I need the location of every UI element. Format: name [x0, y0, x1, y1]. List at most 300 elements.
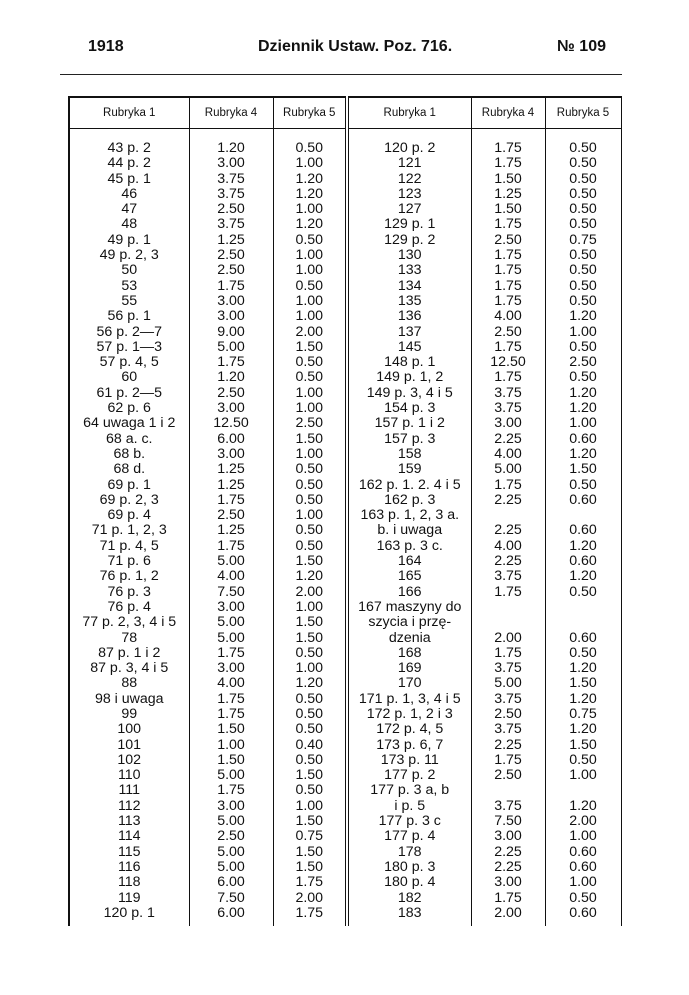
- table-cell: 9.00: [189, 325, 273, 340]
- table-cell: 45 p. 1: [69, 172, 189, 187]
- table-cell: 0.75: [545, 707, 621, 722]
- table-row: [69, 631, 621, 646]
- table-cell: 2.50: [471, 233, 545, 248]
- table-cell: 149 p. 3, 4 i 5: [347, 386, 471, 401]
- table-row: [69, 432, 621, 447]
- table-cell: 1.20: [189, 141, 273, 156]
- table-row: [69, 753, 621, 768]
- table-cell: 0.60: [545, 906, 621, 926]
- table-cell: 1.75: [471, 217, 545, 232]
- table-row: [69, 539, 621, 554]
- table-cell: 1.50: [273, 615, 347, 630]
- table-cell: 1.75: [471, 646, 545, 661]
- table-cell: 1.20: [545, 661, 621, 676]
- table-row: [69, 202, 621, 217]
- table-cell: 183: [347, 906, 471, 926]
- table-row: [69, 799, 621, 814]
- table-cell: 1.00: [273, 202, 347, 217]
- table-row: [69, 860, 621, 875]
- table-cell: 5.00: [189, 615, 273, 630]
- table-cell: 115: [69, 845, 189, 860]
- table-cell: 0.50: [545, 753, 621, 768]
- table-cell: 1.25: [189, 462, 273, 477]
- table-cell: 1.20: [545, 539, 621, 554]
- table-cell: 1.75: [189, 279, 273, 294]
- table-cell: 1.50: [273, 860, 347, 875]
- table-row: [69, 279, 621, 294]
- table-cell: 0.50: [545, 217, 621, 232]
- table-cell: 2.25: [471, 738, 545, 753]
- table-cell: 0.50: [545, 478, 621, 493]
- table-cell: 123: [347, 187, 471, 202]
- table-cell: 5.00: [189, 845, 273, 860]
- table-cell: 1.50: [273, 631, 347, 646]
- table-cell: 1.75: [189, 783, 273, 798]
- column-header: Rubryka 5: [545, 97, 621, 129]
- table-cell: 64 uwaga 1 i 2: [69, 416, 189, 431]
- table-cell: 6.00: [189, 432, 273, 447]
- table-cell: 3.00: [189, 401, 273, 416]
- table-cell: 1.20: [545, 309, 621, 324]
- table-cell: 163 p. 1, 2, 3 a.: [347, 508, 471, 523]
- table-cell: 3.75: [189, 217, 273, 232]
- table-cell: 68 a. c.: [69, 432, 189, 447]
- table-cell: 169: [347, 661, 471, 676]
- table-cell: 0.50: [545, 248, 621, 263]
- table-cell: 145: [347, 340, 471, 355]
- table-cell: 137: [347, 325, 471, 340]
- table-row: [69, 340, 621, 355]
- table-cell: 99: [69, 707, 189, 722]
- table-cell: [471, 615, 545, 630]
- table-cell: 50: [69, 263, 189, 278]
- table-cell: 12.50: [189, 416, 273, 431]
- table-cell: 1.75: [189, 692, 273, 707]
- table-cell: 102: [69, 753, 189, 768]
- table-cell: 127: [347, 202, 471, 217]
- table-cell: 0.50: [273, 692, 347, 707]
- table-cell: [545, 615, 621, 630]
- table-cell: 1.75: [471, 891, 545, 906]
- table-cell: 1.20: [273, 187, 347, 202]
- table-cell: 0.60: [545, 523, 621, 538]
- column-header: Rubryka 1: [347, 97, 471, 129]
- table-cell: 1.75: [189, 355, 273, 370]
- table-cell: i p. 5: [347, 799, 471, 814]
- issue-number: № 109: [557, 38, 606, 55]
- table-cell: 2.50: [189, 202, 273, 217]
- table-cell: 1.20: [273, 569, 347, 584]
- table-row: [69, 217, 621, 232]
- table-cell: 1.75: [471, 753, 545, 768]
- table-cell: 133: [347, 263, 471, 278]
- table-cell: 173 p. 11: [347, 753, 471, 768]
- journal-title: Dziennik Ustaw. Poz. 716.: [258, 38, 453, 55]
- table-cell: 12.50: [471, 355, 545, 370]
- table-row: [69, 845, 621, 860]
- table-row: [69, 661, 621, 676]
- table-cell: 2.00: [545, 814, 621, 829]
- table-cell: 0.50: [545, 294, 621, 309]
- table-cell: 129 p. 1: [347, 217, 471, 232]
- table-row: [69, 768, 621, 783]
- table-cell: 1.00: [273, 600, 347, 615]
- table-cell: 5.00: [189, 340, 273, 355]
- table-row: [69, 783, 621, 798]
- table-row: [69, 829, 621, 844]
- table-cell: 177 p. 4: [347, 829, 471, 844]
- table-cell: [471, 508, 545, 523]
- table-cell: 100: [69, 722, 189, 737]
- table-cell: 0.50: [273, 462, 347, 477]
- table-row: [69, 891, 621, 906]
- table-cell: 0.50: [545, 172, 621, 187]
- column-header: Rubryka 1: [69, 97, 189, 129]
- table-cell: 2.50: [471, 707, 545, 722]
- table-cell: 1.75: [189, 539, 273, 554]
- table-cell: 1.00: [273, 294, 347, 309]
- table-cell: 170: [347, 676, 471, 691]
- table-cell: 177 p. 3 a, b: [347, 783, 471, 798]
- table-cell: 1.50: [273, 432, 347, 447]
- table-cell: 0.60: [545, 493, 621, 508]
- table-cell: 1.50: [273, 340, 347, 355]
- table-cell: 69 p. 4: [69, 508, 189, 523]
- table-cell: 7.50: [189, 585, 273, 600]
- table-cell: 3.00: [471, 875, 545, 890]
- table-row: [69, 692, 621, 707]
- table-cell: 180 p. 4: [347, 875, 471, 890]
- table-row: [69, 585, 621, 600]
- table-cell: 4.00: [471, 447, 545, 462]
- table-cell: 1.75: [273, 875, 347, 890]
- spacer-cell: [189, 129, 273, 142]
- table-row: [69, 141, 621, 156]
- table-cell: b. i uwaga: [347, 523, 471, 538]
- table-cell: 3.00: [189, 156, 273, 171]
- table-cell: 2.00: [471, 631, 545, 646]
- table-cell: 2.25: [471, 432, 545, 447]
- table-cell: 0.50: [273, 233, 347, 248]
- table-cell: 121: [347, 156, 471, 171]
- table-cell: 1.50: [545, 676, 621, 691]
- table-cell: 1.50: [273, 814, 347, 829]
- table-cell: 173 p. 6, 7: [347, 738, 471, 753]
- table-cell: 172 p. 4, 5: [347, 722, 471, 737]
- table-row: [69, 416, 621, 431]
- table-cell: 1.00: [273, 248, 347, 263]
- table-cell: 154 p. 3: [347, 401, 471, 416]
- table-cell: 1.00: [545, 416, 621, 431]
- table-cell: 56 p. 2—7: [69, 325, 189, 340]
- table-cell: 0.50: [273, 478, 347, 493]
- table-cell: 3.75: [471, 722, 545, 737]
- table-cell: 1.00: [273, 508, 347, 523]
- table-cell: 1.50: [545, 462, 621, 477]
- table-cell: 60: [69, 370, 189, 385]
- table-cell: 4.00: [189, 676, 273, 691]
- table-cell: 1.75: [471, 156, 545, 171]
- table-cell: 1.50: [273, 768, 347, 783]
- table-cell: 69 p. 2, 3: [69, 493, 189, 508]
- table-row: [69, 447, 621, 462]
- table-cell: 46: [69, 187, 189, 202]
- table-cell: 1.00: [273, 263, 347, 278]
- spacer-cell: [545, 129, 621, 142]
- table-cell: 1.50: [545, 738, 621, 753]
- table-cell: 164: [347, 554, 471, 569]
- table-cell: 5.00: [189, 554, 273, 569]
- table-cell: 1.00: [273, 799, 347, 814]
- table-cell: 1.20: [545, 722, 621, 737]
- table-row: [69, 187, 621, 202]
- table-cell: 1.00: [273, 447, 347, 462]
- table-cell: 114: [69, 829, 189, 844]
- table-row: [69, 156, 621, 171]
- table-cell: 2.50: [189, 386, 273, 401]
- table-cell: 2.00: [273, 585, 347, 600]
- table-cell: 1.75: [189, 646, 273, 661]
- table-row: [69, 523, 621, 538]
- table-cell: 1.50: [273, 845, 347, 860]
- table-cell: 78: [69, 631, 189, 646]
- table-cell: 1.50: [189, 722, 273, 737]
- table-cell: 1.75: [471, 340, 545, 355]
- table-cell: 4.00: [471, 309, 545, 324]
- table-cell: 1.25: [189, 233, 273, 248]
- page-header: [60, 38, 616, 62]
- table-row: [69, 294, 621, 309]
- table-cell: 71 p. 4, 5: [69, 539, 189, 554]
- table-cell: 5.00: [471, 462, 545, 477]
- table-cell: 0.50: [273, 493, 347, 508]
- table-cell: [545, 600, 621, 615]
- table-cell: 1.20: [273, 172, 347, 187]
- table-cell: 44 p. 2: [69, 156, 189, 171]
- table-row: [69, 493, 621, 508]
- table-cell: 120 p. 1: [69, 906, 189, 926]
- table-cell: 0.50: [273, 355, 347, 370]
- table-cell: 71 p. 1, 2, 3: [69, 523, 189, 538]
- table-cell: 177 p. 2: [347, 768, 471, 783]
- table-row: [69, 401, 621, 416]
- table-cell: 3.75: [471, 692, 545, 707]
- table-cell: 1.75: [471, 141, 545, 156]
- table-cell: 1.00: [273, 401, 347, 416]
- table-cell: 3.75: [471, 401, 545, 416]
- table-cell: 157 p. 3: [347, 432, 471, 447]
- table-cell: 1.50: [273, 554, 347, 569]
- table-cell: 1.25: [471, 187, 545, 202]
- table-cell: 135: [347, 294, 471, 309]
- table-cell: dzenia: [347, 631, 471, 646]
- table-cell: 57 p. 4, 5: [69, 355, 189, 370]
- table-cell: 0.50: [273, 753, 347, 768]
- table-cell: 1.75: [471, 279, 545, 294]
- table-cell: 3.00: [189, 309, 273, 324]
- table-cell: 0.75: [545, 233, 621, 248]
- table-cell: 0.50: [545, 141, 621, 156]
- table-row: [69, 875, 621, 890]
- table-cell: 1.20: [545, 799, 621, 814]
- table-row: [69, 646, 621, 661]
- table-cell: 2.50: [471, 768, 545, 783]
- table-cell: 87 p. 3, 4 i 5: [69, 661, 189, 676]
- table-cell: 168: [347, 646, 471, 661]
- table-cell: 1.00: [273, 386, 347, 401]
- table-cell: 0.50: [273, 141, 347, 156]
- table-cell: 163 p. 3 c.: [347, 539, 471, 554]
- table-cell: 118: [69, 875, 189, 890]
- table-cell: 0.50: [545, 585, 621, 600]
- table-row: [69, 248, 621, 263]
- table-cell: 110: [69, 768, 189, 783]
- table-cell: 1.75: [189, 707, 273, 722]
- table-cell: 2.50: [189, 248, 273, 263]
- table-cell: 76 p. 1, 2: [69, 569, 189, 584]
- table-cell: 1.75: [471, 263, 545, 278]
- table-cell: 0.50: [545, 263, 621, 278]
- table-cell: 1.75: [471, 294, 545, 309]
- table-cell: 88: [69, 676, 189, 691]
- table-cell: 158: [347, 447, 471, 462]
- table-row: [69, 478, 621, 493]
- table-cell: 1.50: [189, 753, 273, 768]
- table-cell: 0.50: [273, 646, 347, 661]
- table-cell: 1.00: [273, 661, 347, 676]
- table-cell: 120 p. 2: [347, 141, 471, 156]
- table-cell: 2.50: [545, 355, 621, 370]
- table-cell: 0.50: [273, 722, 347, 737]
- table-row: [69, 355, 621, 370]
- table-cell: 48: [69, 217, 189, 232]
- table-cell: 1.00: [545, 768, 621, 783]
- table-cell: 2.25: [471, 845, 545, 860]
- spacer-cell: [471, 129, 545, 142]
- table-cell: 76 p. 4: [69, 600, 189, 615]
- table-cell: 182: [347, 891, 471, 906]
- table-cell: 101: [69, 738, 189, 753]
- table-cell: 3.00: [189, 661, 273, 676]
- table-cell: 3.75: [189, 187, 273, 202]
- table-cell: 134: [347, 279, 471, 294]
- table-cell: 167 maszyny do: [347, 600, 471, 615]
- table-cell: 98 i uwaga: [69, 692, 189, 707]
- table-cell: 5.00: [471, 676, 545, 691]
- table-cell: 7.50: [471, 814, 545, 829]
- table-cell: 1.20: [545, 401, 621, 416]
- table-cell: 180 p. 3: [347, 860, 471, 875]
- table-cell: 2.00: [273, 325, 347, 340]
- table-cell: 157 p. 1 i 2: [347, 416, 471, 431]
- table-cell: 0.50: [545, 370, 621, 385]
- table-cell: 0.50: [273, 783, 347, 798]
- table-cell: 3.75: [471, 569, 545, 584]
- table-cell: 0.50: [545, 156, 621, 171]
- table-cell: 4.00: [189, 569, 273, 584]
- table-cell: 5.00: [189, 814, 273, 829]
- column-header: Rubryka 5: [273, 97, 347, 129]
- table-cell: 3.00: [189, 600, 273, 615]
- table-cell: 130: [347, 248, 471, 263]
- table-cell: 5.00: [189, 631, 273, 646]
- table-cell: 3.00: [471, 416, 545, 431]
- table-cell: 1.00: [273, 309, 347, 324]
- table-cell: 3.75: [471, 661, 545, 676]
- table-cell: 6.00: [189, 875, 273, 890]
- table-row: [69, 707, 621, 722]
- table-cell: [471, 600, 545, 615]
- table-cell: 0.60: [545, 432, 621, 447]
- table-cell: 2.25: [471, 493, 545, 508]
- table-cell: 129 p. 2: [347, 233, 471, 248]
- table-cell: 1.25: [189, 523, 273, 538]
- table-cell: 3.75: [471, 386, 545, 401]
- table-cell: 1.20: [545, 569, 621, 584]
- table-cell: 2.50: [189, 263, 273, 278]
- table-cell: 62 p. 6: [69, 401, 189, 416]
- table-row: [69, 738, 621, 753]
- table-cell: 111: [69, 783, 189, 798]
- header-rule: [60, 74, 622, 75]
- table-cell: 55: [69, 294, 189, 309]
- table-header-row: [69, 97, 621, 129]
- table-cell: 0.50: [545, 187, 621, 202]
- table-cell: 122: [347, 172, 471, 187]
- table-cell: 1.75: [471, 478, 545, 493]
- table-cell: [545, 783, 621, 798]
- table-cell: 1.20: [545, 447, 621, 462]
- table-cell: 0.50: [273, 370, 347, 385]
- table-cell: 56 p. 1: [69, 309, 189, 324]
- table-cell: 165: [347, 569, 471, 584]
- table-cell: 172 p. 1, 2 i 3: [347, 707, 471, 722]
- table-cell: 61 p. 2—5: [69, 386, 189, 401]
- spacer-cell: [347, 129, 471, 142]
- table-cell: 3.00: [189, 294, 273, 309]
- table-cell: 116: [69, 860, 189, 875]
- table-cell: 2.25: [471, 860, 545, 875]
- table-cell: 68 d.: [69, 462, 189, 477]
- table-cell: 2.00: [471, 906, 545, 926]
- table-cell: [471, 783, 545, 798]
- table-row: [69, 172, 621, 187]
- table-cell: 0.40: [273, 738, 347, 753]
- table-cell: 68 b.: [69, 447, 189, 462]
- table-cell: 1.20: [189, 370, 273, 385]
- table-cell: 1.75: [273, 906, 347, 926]
- table-cell: 0.50: [273, 707, 347, 722]
- table-cell: 113: [69, 814, 189, 829]
- table-cell: 159: [347, 462, 471, 477]
- table-cell: 1.00: [545, 325, 621, 340]
- table-cell: 71 p. 6: [69, 554, 189, 569]
- table-cell: 2.00: [273, 891, 347, 906]
- table-cell: 1.00: [273, 156, 347, 171]
- table-row: [69, 462, 621, 477]
- table-cell: 0.75: [273, 829, 347, 844]
- table-cell: 1.50: [471, 172, 545, 187]
- column-header: Rubryka 4: [471, 97, 545, 129]
- table-cell: 1.25: [189, 478, 273, 493]
- table-row: [69, 615, 621, 630]
- table-cell: 148 p. 1: [347, 355, 471, 370]
- table-cell: 2.50: [189, 508, 273, 523]
- table-cell: 3.75: [189, 172, 273, 187]
- table-row: [69, 370, 621, 385]
- table-cell: 177 p. 3 c: [347, 814, 471, 829]
- table-cell: 2.25: [471, 523, 545, 538]
